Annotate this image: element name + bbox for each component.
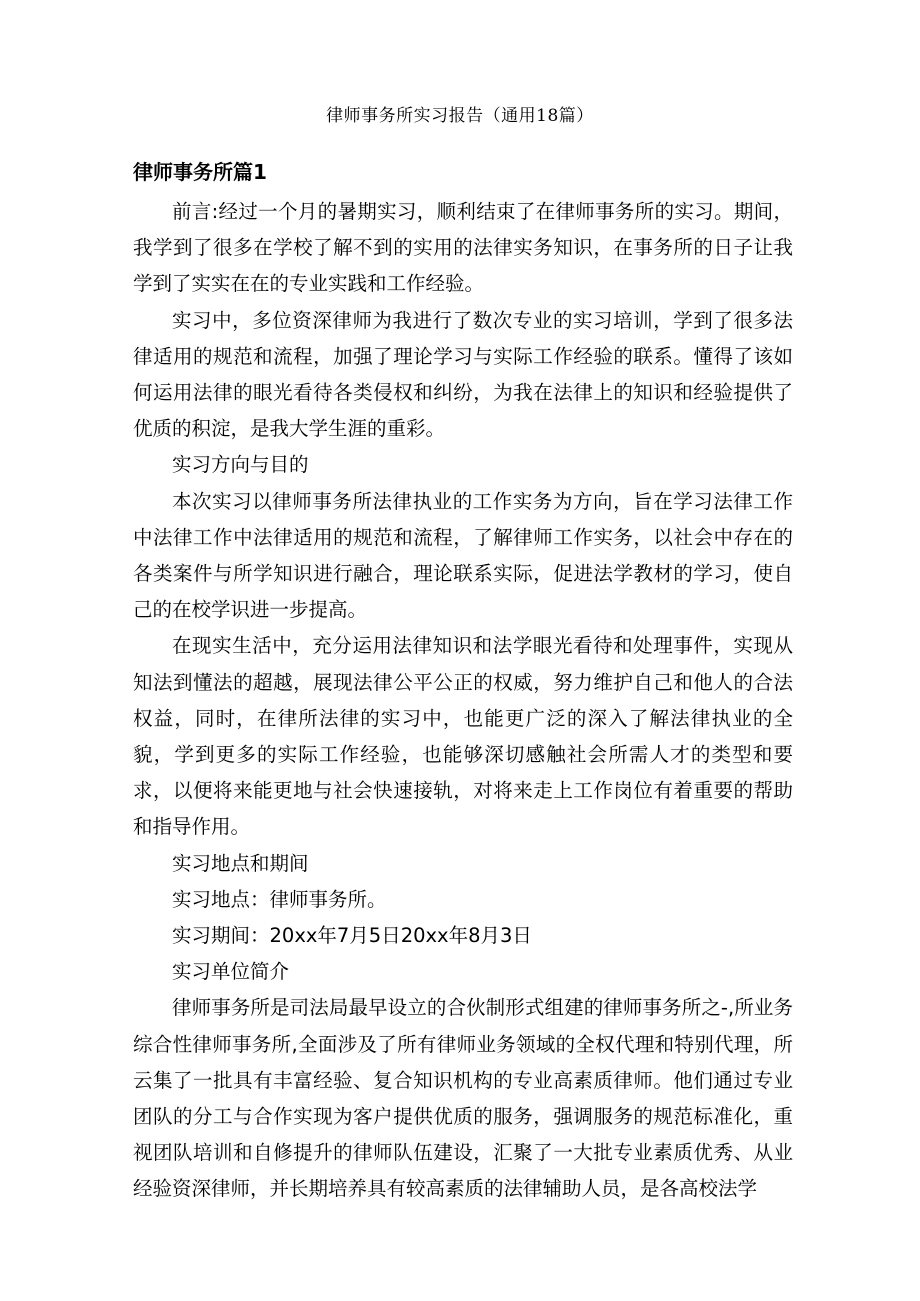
document-title: 律师事务所实习报告（通用18篇） [326, 106, 594, 126]
paragraph-unit-intro: 律师事务所是司法局最早设立的合伙制形式组建的律师事务所之-,所业务综合性律师事务所,全面涉及了所有律师业务领域的全权代理和特别代理，所云集了一批具有丰富经验、复合知识机构的专业高素质律师。他们通过专业团队的分工与合作实现为客户提供优质的服务，强调服务的规范标准化，重视团队培训和自修提升的律师队伍建设，汇聚了一大批专业素质优秀、从业经验资深律师，并长期培养具有较高素质的法律辅助人员，是各高校法学 [133, 996, 793, 1201]
paragraph-location: 实习地点：律师事务所。 [172, 887, 387, 911]
section-heading: 律师事务所篇1 [133, 160, 267, 184]
body-text [133, 194, 793, 1208]
subheading-unit-intro: 实习单位简介 [172, 960, 290, 984]
paragraph-period: 实习期间：20xx年7月5日20xx年8月3日 [172, 924, 532, 948]
paragraph-preface: 前言:经过一个月的暑期实习，顺利结束了在律师事务所的实习。期间，我学到了很多在学校了解不到的实用的法律实务知识，在事务所的日子让我学到了实实在在的专业实践和工作经验。 [133, 200, 793, 296]
subheading-location-period: 实习地点和期间 [172, 851, 309, 875]
subheading-purpose: 实习方向与目的 [172, 453, 309, 477]
paragraph-training: 实习中，多位资深律师为我进行了数次专业的实习培训，学到了很多法律适用的规范和流程，加强了理论学习与实际工作经验的联系。懂得了该如何运用法律的眼光看待各类侵权和纠纷，为我在法律上的知识和经验提供了优质的积淀，是我大学生涯的重彩。 [133, 308, 793, 441]
paragraph-practice: 在现实生活中，充分运用法律知识和法学眼光看待和处理事件，实现从知法到懂法的超越，展现法律公平公正的权威，努力维护自己和他人的合法权益，同时，在律所法律的实习中，也能更广泛的深入了解法律执业的全貌，学到更多的实际工作经验，也能够深切感触社会所需人才的类型和要求，以便将来能更地与社会快速接轨，对将来走上工作岗位有着重要的帮助和指导作用。 [133, 634, 793, 839]
paragraph-purpose: 本次实习以律师事务所法律执业的工作实务为方向，旨在学习法律工作中法律工作中法律适用的规范和流程，了解律师工作实务，以社会中存在的各类案件与所学知识进行融合，理论联系实际，促进法学教材的学习，使自己的在校学识进一步提高。 [133, 489, 793, 622]
